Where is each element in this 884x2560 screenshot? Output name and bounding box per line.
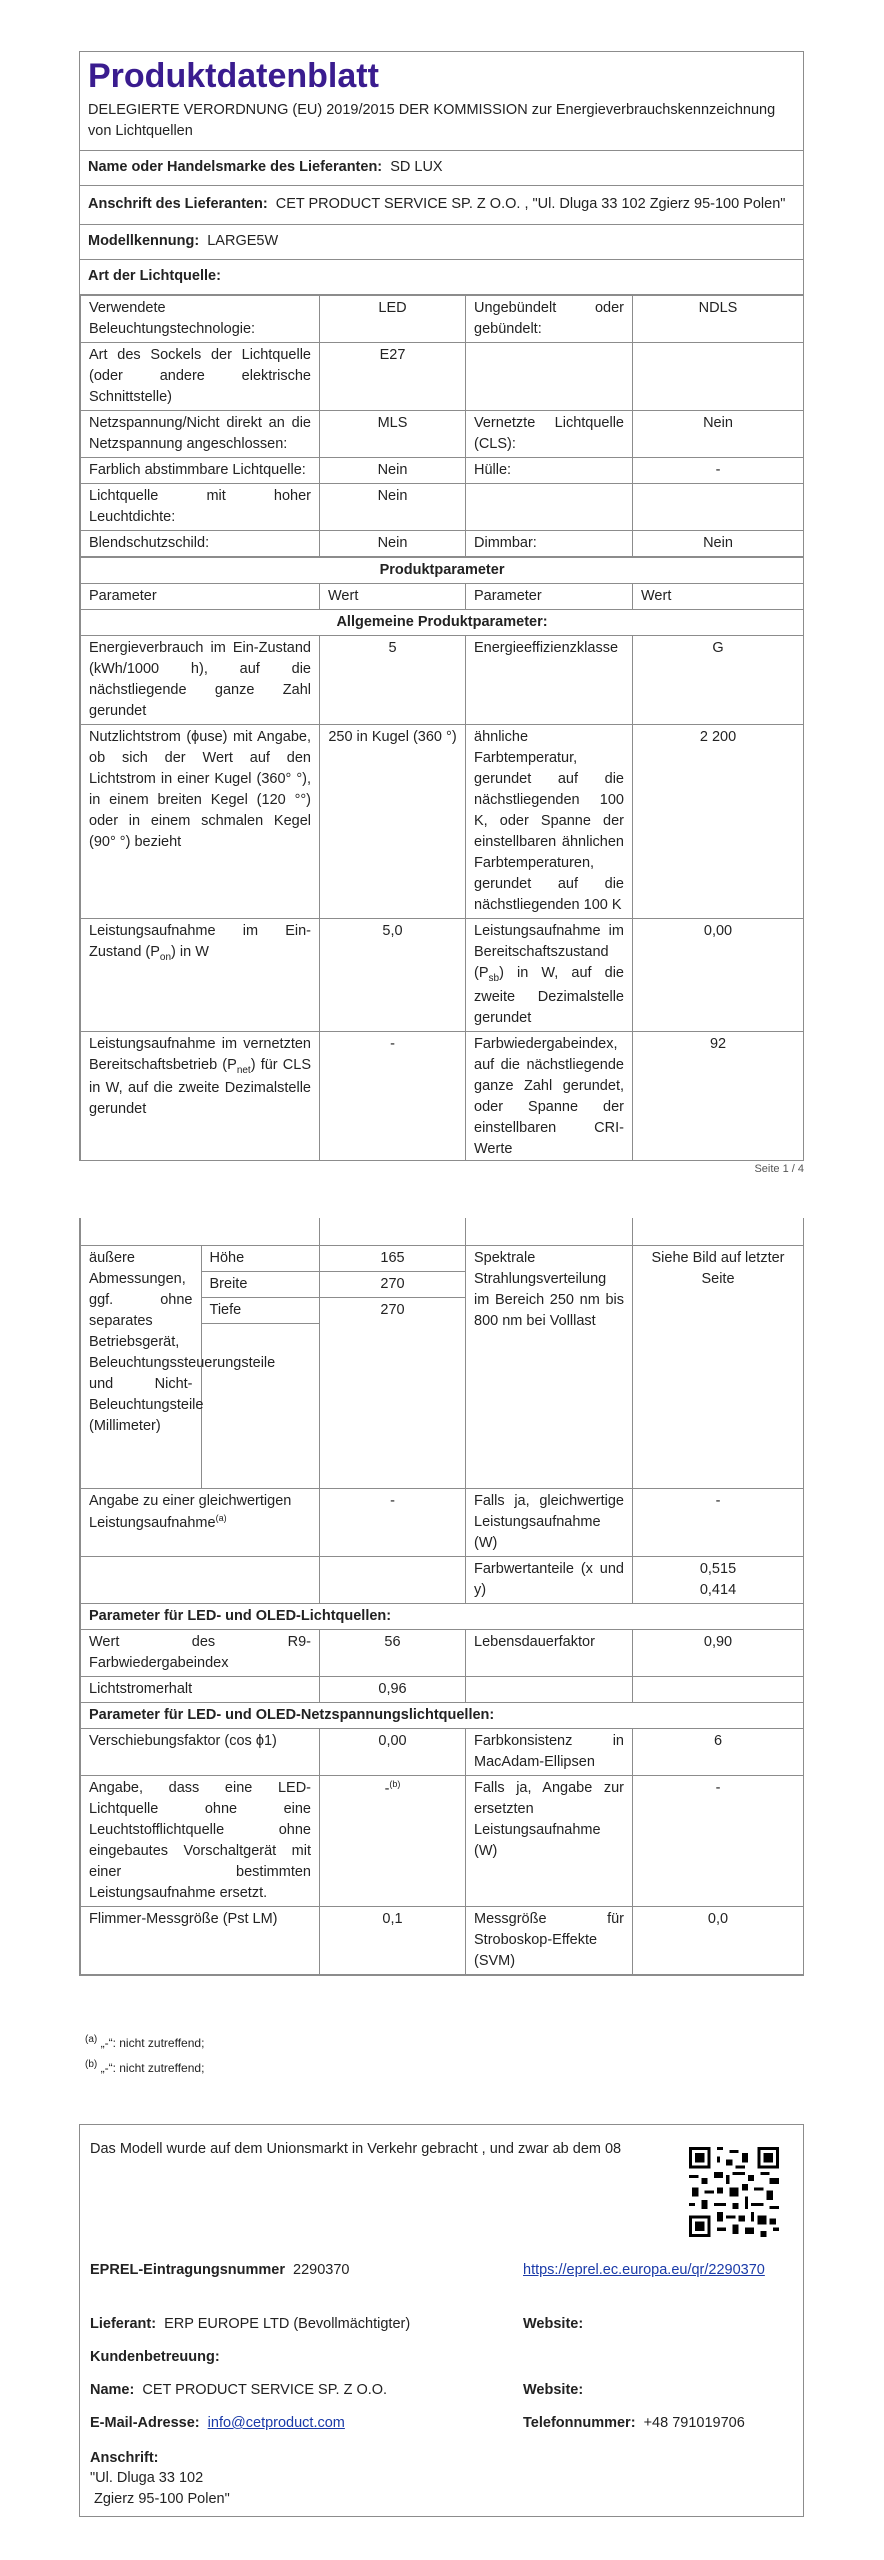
- flux-label: Nutzlichtstrom (ϕuse) mit Angabe, ob sich der Wert auf den Lichtstrom in einer Kugel (360° °), in einem breiten Kegel (120 °°) oder in einem schmalen Kegel (90° °) bezieht: [81, 725, 320, 919]
- email-label: E-Mail-Adresse:: [90, 2415, 200, 2431]
- pnet-label-b: ) für CLS in W, auf die zweite Dezimalstelle gerundet: [89, 1056, 311, 1118]
- lt-label: Farblich abstimmbare Lichtquelle:: [81, 458, 320, 484]
- pon-value: 5,0: [320, 919, 466, 1031]
- dims-values: [320, 1246, 466, 1489]
- lt-value: -: [633, 458, 804, 484]
- lt-label: Netzspannung/Nicht direkt an die Netzspannung angeschlossen:: [81, 411, 320, 458]
- energy-value: 5: [320, 636, 466, 725]
- equiv-sup: (a): [215, 1513, 227, 1524]
- dims-name: Höhe: [201, 1246, 319, 1272]
- page2-frame: [79, 1218, 804, 1976]
- cct-value: 2 200: [633, 725, 804, 919]
- cri-label: Farbwiedergabeindex, auf die nächstliegende ganze Zahl gerundet, oder Spanne der einstellbaren CRI-Werte: [466, 1031, 633, 1161]
- lt-value: [633, 484, 804, 531]
- lt-label: Ungebündelt oder gebündelt:: [466, 295, 633, 342]
- table-row: [81, 484, 804, 531]
- eprel-link[interactable]: https://eprel.ec.europa.eu/qr/2290370: [523, 2262, 765, 2278]
- lt-value: Nein: [633, 531, 804, 557]
- col-header-value: Wert: [320, 584, 466, 610]
- service-name-value: CET PRODUCT SERVICE SP. Z O.O.: [142, 2382, 388, 2398]
- lt-value: Nein: [320, 531, 466, 557]
- psb-sub: sb: [488, 973, 500, 985]
- pnet-label-a: Leistungsaufnahme im vernetzten Bereitschaftsbetrieb (P: [89, 1035, 311, 1073]
- table-row: [81, 343, 804, 411]
- page-subtitle: DELEGIERTE VERORDNUNG (EU) 2019/2015 DER KOMMISSION zur Energieverbrauchskennzeichnung von Lichtquellen: [80, 100, 803, 151]
- kunden-label: Kundenbetreuung:: [90, 2349, 220, 2365]
- lt-value: LED: [320, 295, 466, 342]
- table-row: [81, 1677, 804, 1703]
- macadam-label: Farbkonsistenz in MacAdam-Ellipsen: [466, 1729, 633, 1776]
- anschrift-line2: Zgierz 95-100 Polen": [94, 2491, 230, 2507]
- supplier-name-row: [80, 151, 803, 186]
- dims-value: 165: [320, 1246, 465, 1272]
- table-row: [81, 1218, 804, 1246]
- psb-label-b: ) in W, auf die zweite Dezimalstelle gerundet: [474, 965, 624, 1026]
- table-header: [81, 584, 804, 610]
- cri-value: 92: [633, 1031, 804, 1161]
- cos-label: Verschiebungsfaktor (cos ϕ1): [81, 1729, 320, 1776]
- page-title: Produktdatenblatt: [88, 57, 379, 95]
- table-row: [81, 1729, 804, 1776]
- lt-label: Vernetzte Lichtquelle (CLS):: [466, 411, 633, 458]
- replace-label: Angabe, dass eine LED-Lichtquelle ohne eine Leuchtstofflichtquelle ohne eingebautes Vorschaltgerät mit einer bestimmten Leistungsaufnahme ersetzt.: [81, 1776, 320, 1907]
- lt-label: Art des Sockels der Lichtquelle (oder andere elektrische Schnittstelle): [81, 343, 320, 411]
- anschrift-label: Anschrift:: [90, 2450, 159, 2466]
- email-row: [90, 2413, 345, 2434]
- light-type-label: Art der Lichtquelle:: [88, 267, 221, 284]
- table-row: [81, 1630, 804, 1677]
- light-type-row: [80, 260, 803, 295]
- maint-value: 0,96: [320, 1677, 466, 1703]
- pon-sub: on: [159, 952, 172, 964]
- model-value: LARGE5W: [207, 232, 279, 249]
- lt-label: Dimmbar:: [466, 531, 633, 557]
- table-row: [81, 295, 804, 342]
- dims-name: Tiefe: [201, 1298, 319, 1324]
- phone-label: Telefonnummer:: [523, 2415, 636, 2431]
- supplier-address-value: CET PRODUCT SERVICE SP. Z O.O. , "Ul. Dluga 33 102 Zgierz 95-100 Polen": [275, 195, 786, 212]
- eff-value: G: [633, 636, 804, 725]
- lieferant-row: [90, 2314, 410, 2335]
- footnotes: [85, 2030, 204, 2080]
- table-row: [81, 531, 804, 557]
- mains-heading: Parameter für LED- und OLED-Netzspannungslichtquellen:: [81, 1703, 804, 1729]
- website2-label: Website:: [523, 2382, 584, 2398]
- market-text: Das Modell wurde auf dem Unionsmarkt in Verkehr gebracht , und zwar ab dem 08: [90, 2141, 622, 2157]
- macadam-value: 6: [633, 1729, 804, 1776]
- r9-label: Wert des R9-Farbwiedergabeindex: [81, 1630, 320, 1677]
- cos-value: 0,00: [320, 1729, 466, 1776]
- info-frame: [79, 2124, 804, 2517]
- eff-label: Energieeffizienzklasse: [466, 636, 633, 725]
- lt-label: Blendschutzschild:: [81, 531, 320, 557]
- params-table: [80, 557, 804, 1161]
- lt-label: Hülle:: [466, 458, 633, 484]
- led-heading: Parameter für LED- und OLED-Lichtquellen:: [81, 1604, 804, 1630]
- lt-label: Lichtquelle mit hoher Leuchtdichte:: [81, 484, 320, 531]
- psb-label: [466, 919, 633, 1031]
- col-header-param: Parameter: [81, 584, 320, 610]
- lt-value: [633, 343, 804, 411]
- pon-label: [81, 919, 320, 1031]
- chroma-x: 0,515: [699, 1561, 737, 1578]
- table-row: [81, 458, 804, 484]
- strobe-label: Messgröße für Stroboskop-Effekte (SVM): [466, 1907, 633, 1975]
- supplier-address-row: [80, 186, 803, 225]
- dims-value: 270: [380, 1302, 405, 1319]
- service-name-label: Name:: [90, 2382, 135, 2398]
- flicker-value: 0,1: [320, 1907, 466, 1975]
- pnet-sub: net: [236, 1064, 251, 1076]
- replace-value: -$^{(b)}$: [320, 1776, 466, 1907]
- equiv2-value: -: [633, 1489, 804, 1557]
- lt-value: NDLS: [633, 295, 804, 342]
- page1-frame: [79, 51, 804, 1161]
- equiv2-label: Falls ja, gleichwertige Leistungsaufnahme (W): [466, 1489, 633, 1557]
- params-table-2: [80, 1218, 804, 1975]
- chroma-y: 0,414: [699, 1582, 737, 1599]
- lt-value: Nein: [320, 458, 466, 484]
- replace-sup: (b): [389, 1779, 401, 1790]
- model-row: [80, 225, 803, 260]
- supplier-name-value: SD LUX: [390, 158, 443, 175]
- replace2-value: -: [633, 1776, 804, 1907]
- anschrift-line1: "Ul. Dluga 33 102: [90, 2470, 204, 2486]
- lt-value: Nein: [633, 411, 804, 458]
- chroma-values: [633, 1557, 804, 1604]
- supplier-address-label: Anschrift des Lieferanten:: [88, 195, 268, 212]
- lt-label: [466, 484, 633, 531]
- col-header-param: Parameter: [466, 584, 633, 610]
- life-value: 0,90: [633, 1630, 804, 1677]
- table-row: [81, 1489, 804, 1557]
- table-row: [81, 411, 804, 458]
- psb-label-a: Leistungsaufnahme im Bereitschaftszustand (P: [474, 923, 624, 982]
- table-row: [81, 919, 804, 1031]
- spd-label: Spektrale Strahlungsverteilung im Bereich 250 nm bis 800 nm bei Volllast: [466, 1246, 633, 1489]
- strobe-value: 0,0: [633, 1907, 804, 1975]
- website-label: Website:: [523, 2316, 584, 2332]
- pnet-label: [81, 1031, 320, 1161]
- energy-label: Energieverbrauch im Ein-Zustand (kWh/1000 h), auf die nächstliegende ganze Zahl gerundet: [81, 636, 320, 725]
- col-header-value: Wert: [633, 584, 804, 610]
- pon-label-b: ) in W: [171, 944, 209, 961]
- dims-value: 270: [320, 1272, 465, 1298]
- cct-label: ähnliche Farbtemperatur, gerundet auf die nächstliegenden 100 K, oder Spanne der einstellbaren ähnlichen Farbtemperaturen, gerundet auf die nächstliegenden 100 K: [466, 725, 633, 919]
- pnet-value: -: [320, 1031, 466, 1161]
- r9-value: 56: [320, 1630, 466, 1677]
- dims-label: äußere Abmessungen, ggf. ohne separates Betriebsgerät, Beleuchtungssteuerungsteile und Nicht-Beleuchtungsteile (Millimeter): [81, 1246, 201, 1488]
- table-row: [81, 1031, 804, 1161]
- life-label: Lebensdauerfaktor: [466, 1630, 633, 1677]
- footnote-b: $^{(b)}$ „-“: nicht zutreffend;: [85, 2058, 205, 2075]
- lt-label: Verwendete Beleuchtungstechnologie:: [81, 295, 320, 342]
- lt-value: Nein: [320, 484, 466, 531]
- lieferant-label: Lieferant:: [90, 2316, 157, 2332]
- phone-row: [523, 2413, 745, 2434]
- dims-cell: [81, 1246, 320, 1489]
- dims-name: Breite: [201, 1272, 319, 1298]
- chroma-label: Farbwertanteile (x und y): [466, 1557, 633, 1604]
- table-row: [81, 1907, 804, 1975]
- service-name-row: [90, 2380, 387, 2401]
- table-row: [81, 1557, 804, 1604]
- eprel-row: [90, 2260, 349, 2281]
- footnote-a: $^{(a)}$ „-“: nicht zutreffend;: [85, 2034, 205, 2050]
- dims-subtable: [81, 1246, 319, 1488]
- light-type-table: [80, 295, 804, 557]
- page-number: Seite 1 / 4: [754, 1163, 804, 1175]
- spd-value: Siehe Bild auf letzter Seite: [633, 1246, 804, 1489]
- email-link[interactable]: info@cetproduct.com: [207, 2415, 345, 2431]
- replace2-label: Falls ja, Angabe zur ersetzten Leistungsaufnahme (W): [466, 1776, 633, 1907]
- lieferant-value: ERP EUROPE LTD (Bevollmächtigter): [164, 2316, 411, 2332]
- lt-value: MLS: [320, 411, 466, 458]
- lt-label: [466, 343, 633, 411]
- supplier-name-label: Name oder Handelsmarke des Lieferanten:: [88, 158, 383, 175]
- phone-value: +48 791019706: [643, 2415, 745, 2431]
- table-row: [81, 1776, 804, 1907]
- table-row: [81, 725, 804, 919]
- maint-label: Lichtstromerhalt: [81, 1677, 320, 1703]
- eprel-value: 2290370: [293, 2262, 350, 2278]
- qr-code-icon[interactable]: [689, 2147, 779, 2237]
- psb-value: 0,00: [633, 919, 804, 1031]
- params-heading: Produktparameter: [81, 558, 804, 584]
- model-label: Modellkennung:: [88, 232, 200, 249]
- flicker-label: Flimmer-Messgröße (Pst LM): [81, 1907, 320, 1975]
- equiv-label: Angabe zu einer gleichwertigen Leistungsaufnahme$^{(a)}$: [81, 1489, 320, 1557]
- general-heading: Allgemeine Produktparameter:: [81, 610, 804, 636]
- equiv-value: -: [320, 1489, 466, 1557]
- table-row: [81, 636, 804, 725]
- pon-label-a: Leistungsaufnahme im Ein-Zustand (P: [89, 923, 311, 961]
- flux-value: 250 in Kugel (360 °): [320, 725, 466, 919]
- lt-value: E27: [320, 343, 466, 411]
- table-row: [81, 1246, 804, 1489]
- eprel-label: EPREL-Eintragungsnummer: [90, 2262, 285, 2278]
